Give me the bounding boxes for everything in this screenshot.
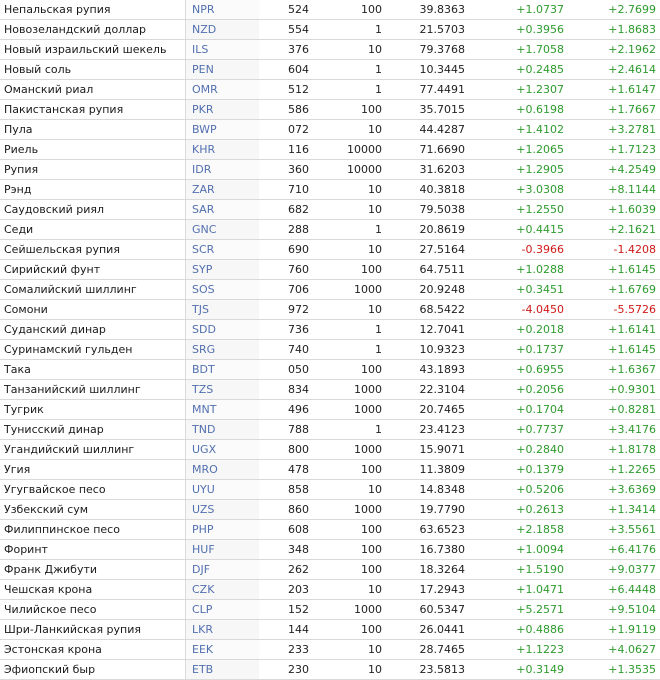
numeric-code: 682 (259, 200, 315, 220)
rate-change: +0.3956 (473, 20, 570, 40)
exchange-rate: 79.3768 (386, 40, 473, 60)
table-row (0, 560, 660, 580)
nominal: 10000 (315, 160, 386, 180)
numeric-code: 230 (259, 660, 315, 680)
table-row (0, 160, 660, 180)
exchange-rate: 43.1893 (386, 360, 473, 380)
currency-code: KHR (186, 140, 260, 160)
currency-name: Сомалийский шиллинг (0, 280, 186, 300)
percent-change: -1.4208 (570, 240, 660, 260)
table-row (0, 380, 660, 400)
exchange-rate: 40.3818 (386, 180, 473, 200)
numeric-code: 972 (259, 300, 315, 320)
table-row (0, 440, 660, 460)
table-row (0, 80, 660, 100)
currency-name: Седи (0, 220, 186, 240)
currency-name: Угугвайское песо (0, 480, 186, 500)
exchange-rate: 44.4287 (386, 120, 473, 140)
table-row (0, 480, 660, 500)
currency-code: UGX (186, 440, 260, 460)
rate-change: +5.2571 (473, 600, 570, 620)
currency-code: UYU (186, 480, 260, 500)
table-row (0, 520, 660, 540)
percent-change: -5.5726 (570, 300, 660, 320)
table-row (0, 640, 660, 660)
nominal: 10 (315, 180, 386, 200)
currency-name: Танзанийский шиллинг (0, 380, 186, 400)
currency-name: Така (0, 360, 186, 380)
exchange-rate: 20.9248 (386, 280, 473, 300)
percent-change: +1.3535 (570, 660, 660, 680)
percent-change: +0.9301 (570, 380, 660, 400)
currency-code: PEN (186, 60, 260, 80)
rate-change: +1.7058 (473, 40, 570, 60)
numeric-code: 524 (259, 0, 315, 20)
nominal: 1000 (315, 400, 386, 420)
table-row (0, 540, 660, 560)
table-row (0, 460, 660, 480)
table-row (0, 320, 660, 340)
percent-change: +2.4614 (570, 60, 660, 80)
percent-change: +1.8683 (570, 20, 660, 40)
percent-change: +2.1621 (570, 220, 660, 240)
rate-change: +0.6955 (473, 360, 570, 380)
exchange-rate: 14.8348 (386, 480, 473, 500)
currency-name: Новозеландский доллар (0, 20, 186, 40)
nominal: 1 (315, 420, 386, 440)
rate-change: +0.1704 (473, 400, 570, 420)
nominal: 10 (315, 120, 386, 140)
currency-code: ETB (186, 660, 260, 680)
currency-code: MNT (186, 400, 260, 420)
currency-code: NPR (186, 0, 260, 20)
percent-change: +9.0377 (570, 560, 660, 580)
rate-change: +1.2065 (473, 140, 570, 160)
table-row (0, 260, 660, 280)
table-row (0, 660, 660, 680)
currency-name: Риель (0, 140, 186, 160)
numeric-code: 690 (259, 240, 315, 260)
numeric-code: 710 (259, 180, 315, 200)
percent-change: +8.1144 (570, 180, 660, 200)
table-row (0, 600, 660, 620)
currency-code: SDD (186, 320, 260, 340)
table-row (0, 300, 660, 320)
currency-name: Рупия (0, 160, 186, 180)
currency-name: Тугрик (0, 400, 186, 420)
currency-code: HUF (186, 540, 260, 560)
table-row (0, 100, 660, 120)
currency-name: Сейшельская рупия (0, 240, 186, 260)
currency-code: ZAR (186, 180, 260, 200)
exchange-rate: 79.5038 (386, 200, 473, 220)
numeric-code: 233 (259, 640, 315, 660)
numeric-code: 740 (259, 340, 315, 360)
nominal: 10 (315, 240, 386, 260)
rate-change: +0.2056 (473, 380, 570, 400)
exchange-rate: 12.7041 (386, 320, 473, 340)
currency-name: Форинт (0, 540, 186, 560)
percent-change: +9.5104 (570, 600, 660, 620)
percent-change: +1.6145 (570, 260, 660, 280)
exchange-rate: 26.0441 (386, 620, 473, 640)
nominal: 100 (315, 560, 386, 580)
percent-change: +1.3414 (570, 500, 660, 520)
currency-code: UZS (186, 500, 260, 520)
rate-change: +1.0471 (473, 580, 570, 600)
currency-name: Угандийский шиллинг (0, 440, 186, 460)
nominal: 1 (315, 220, 386, 240)
nominal: 10 (315, 200, 386, 220)
numeric-code: 512 (259, 80, 315, 100)
rate-change: +0.5206 (473, 480, 570, 500)
currency-name: Суданский динар (0, 320, 186, 340)
currency-name: Оманский риал (0, 80, 186, 100)
exchange-rate: 28.7465 (386, 640, 473, 660)
numeric-code: 288 (259, 220, 315, 240)
exchange-rate: 23.5813 (386, 660, 473, 680)
percent-change: +2.1962 (570, 40, 660, 60)
numeric-code: 050 (259, 360, 315, 380)
currency-code: SOS (186, 280, 260, 300)
table-row (0, 120, 660, 140)
numeric-code: 360 (259, 160, 315, 180)
numeric-code: 478 (259, 460, 315, 480)
currency-code: NZD (186, 20, 260, 40)
percent-change: +0.8281 (570, 400, 660, 420)
nominal: 1 (315, 20, 386, 40)
nominal: 1000 (315, 280, 386, 300)
currency-code: DJF (186, 560, 260, 580)
rate-change: +0.4886 (473, 620, 570, 640)
percent-change: +6.4448 (570, 580, 660, 600)
currency-name: Чешская крона (0, 580, 186, 600)
numeric-code: 144 (259, 620, 315, 640)
nominal: 100 (315, 460, 386, 480)
exchange-rate: 15.9071 (386, 440, 473, 460)
numeric-code: 554 (259, 20, 315, 40)
rate-change: -4.0450 (473, 300, 570, 320)
exchange-rate: 11.3809 (386, 460, 473, 480)
currency-code: BWP (186, 120, 260, 140)
currency-name: Угия (0, 460, 186, 480)
currency-code: TND (186, 420, 260, 440)
nominal: 10 (315, 580, 386, 600)
currency-code: EEK (186, 640, 260, 660)
table-row (0, 240, 660, 260)
currency-name: Пула (0, 120, 186, 140)
exchange-rate: 35.7015 (386, 100, 473, 120)
exchange-rate: 60.5347 (386, 600, 473, 620)
numeric-code: 788 (259, 420, 315, 440)
currency-code: GNC (186, 220, 260, 240)
numeric-code: 860 (259, 500, 315, 520)
percent-change: +1.9119 (570, 620, 660, 640)
currency-name: Пакистанская рупия (0, 100, 186, 120)
table-row (0, 200, 660, 220)
numeric-code: 348 (259, 540, 315, 560)
currency-name: Суринамский гульден (0, 340, 186, 360)
rate-change: +0.6198 (473, 100, 570, 120)
currency-code: OMR (186, 80, 260, 100)
table-row (0, 140, 660, 160)
rate-change: +1.2550 (473, 200, 570, 220)
percent-change: +3.2781 (570, 120, 660, 140)
currency-name: Эстонская крона (0, 640, 186, 660)
percent-change: +3.5561 (570, 520, 660, 540)
currency-code: TJS (186, 300, 260, 320)
nominal: 100 (315, 520, 386, 540)
percent-change: +1.7123 (570, 140, 660, 160)
table-row (0, 340, 660, 360)
rate-change: +0.2840 (473, 440, 570, 460)
rate-change: +1.4102 (473, 120, 570, 140)
currency-name: Чилийское песо (0, 600, 186, 620)
currency-name: Новый израильский шекель (0, 40, 186, 60)
nominal: 1000 (315, 600, 386, 620)
nominal: 10000 (315, 140, 386, 160)
currency-name: Тунисский динар (0, 420, 186, 440)
exchange-rate: 19.7790 (386, 500, 473, 520)
currency-code: CZK (186, 580, 260, 600)
nominal: 1 (315, 60, 386, 80)
exchange-rate: 63.6523 (386, 520, 473, 540)
currency-code: IDR (186, 160, 260, 180)
numeric-code: 800 (259, 440, 315, 460)
rate-change: -0.3966 (473, 240, 570, 260)
nominal: 10 (315, 480, 386, 500)
table-row (0, 420, 660, 440)
rate-change: +1.1223 (473, 640, 570, 660)
currency-code: SAR (186, 200, 260, 220)
exchange-rate: 10.9323 (386, 340, 473, 360)
numeric-code: 376 (259, 40, 315, 60)
currency-name: Филиппинское песо (0, 520, 186, 540)
numeric-code: 706 (259, 280, 315, 300)
numeric-code: 262 (259, 560, 315, 580)
table-row (0, 180, 660, 200)
percent-change: +3.6369 (570, 480, 660, 500)
percent-change: +4.2549 (570, 160, 660, 180)
currency-name: Сомони (0, 300, 186, 320)
currency-name: Рэнд (0, 180, 186, 200)
rate-change: +1.2307 (473, 80, 570, 100)
numeric-code: 834 (259, 380, 315, 400)
exchange-rate: 77.4491 (386, 80, 473, 100)
rate-change: +1.0288 (473, 260, 570, 280)
exchange-rate: 18.3264 (386, 560, 473, 580)
nominal: 100 (315, 360, 386, 380)
currency-code: CLP (186, 600, 260, 620)
nominal: 1 (315, 340, 386, 360)
exchange-rate: 22.3104 (386, 380, 473, 400)
rate-change: +0.3451 (473, 280, 570, 300)
numeric-code: 152 (259, 600, 315, 620)
currency-code: LKR (186, 620, 260, 640)
percent-change: +1.6145 (570, 340, 660, 360)
rate-change: +0.2485 (473, 60, 570, 80)
exchange-rate: 31.6203 (386, 160, 473, 180)
percent-change: +4.0627 (570, 640, 660, 660)
currency-code: PKR (186, 100, 260, 120)
exchange-rate: 64.7511 (386, 260, 473, 280)
rate-change: +1.0094 (473, 540, 570, 560)
percent-change: +6.4176 (570, 540, 660, 560)
percent-change: +1.6039 (570, 200, 660, 220)
nominal: 1000 (315, 380, 386, 400)
numeric-code: 608 (259, 520, 315, 540)
percent-change: +1.8178 (570, 440, 660, 460)
currency-name: Сирийский фунт (0, 260, 186, 280)
table-row (0, 620, 660, 640)
nominal: 10 (315, 660, 386, 680)
table-row (0, 40, 660, 60)
table-row (0, 400, 660, 420)
currency-name: Франк Джибути (0, 560, 186, 580)
numeric-code: 496 (259, 400, 315, 420)
table-row (0, 20, 660, 40)
percent-change: +1.6141 (570, 320, 660, 340)
table-row (0, 280, 660, 300)
exchange-rate: 20.7465 (386, 400, 473, 420)
percent-change: +1.6367 (570, 360, 660, 380)
table-row (0, 220, 660, 240)
table-row (0, 500, 660, 520)
table-row (0, 360, 660, 380)
rate-change: +0.2613 (473, 500, 570, 520)
currency-code: SCR (186, 240, 260, 260)
percent-change: +1.6147 (570, 80, 660, 100)
currency-code: SYP (186, 260, 260, 280)
exchange-rate: 27.5164 (386, 240, 473, 260)
exchange-rate: 16.7380 (386, 540, 473, 560)
rate-change: +1.5190 (473, 560, 570, 580)
rate-change: +3.0308 (473, 180, 570, 200)
table-row (0, 60, 660, 80)
exchange-rate: 68.5422 (386, 300, 473, 320)
currency-name: Узбекский сум (0, 500, 186, 520)
numeric-code: 203 (259, 580, 315, 600)
nominal: 10 (315, 640, 386, 660)
currency-code: SRG (186, 340, 260, 360)
currency-code: TZS (186, 380, 260, 400)
numeric-code: 858 (259, 480, 315, 500)
rate-change: +0.3149 (473, 660, 570, 680)
nominal: 100 (315, 620, 386, 640)
exchange-rate: 20.8619 (386, 220, 473, 240)
nominal: 1000 (315, 440, 386, 460)
exchange-rate: 10.3445 (386, 60, 473, 80)
currency-name: Шри-Ланкийская рупия (0, 620, 186, 640)
numeric-code: 072 (259, 120, 315, 140)
nominal: 1 (315, 320, 386, 340)
nominal: 10 (315, 40, 386, 60)
nominal: 1000 (315, 500, 386, 520)
exchange-rate: 71.6690 (386, 140, 473, 160)
currency-name: Эфиопский быр (0, 660, 186, 680)
table-row (0, 0, 660, 20)
percent-change: +1.6769 (570, 280, 660, 300)
numeric-code: 604 (259, 60, 315, 80)
rate-change: +2.1858 (473, 520, 570, 540)
exchange-rate: 23.4123 (386, 420, 473, 440)
percent-change: +2.7699 (570, 0, 660, 20)
currency-code: ILS (186, 40, 260, 60)
currency-name: Саудовский риял (0, 200, 186, 220)
percent-change: +1.7667 (570, 100, 660, 120)
numeric-code: 116 (259, 140, 315, 160)
nominal: 1 (315, 80, 386, 100)
rate-change: +0.1737 (473, 340, 570, 360)
currency-code: PHP (186, 520, 260, 540)
exchange-rate: 39.8363 (386, 0, 473, 20)
rate-change: +0.4415 (473, 220, 570, 240)
currency-name: Непальская рупия (0, 0, 186, 20)
rate-change: +0.1379 (473, 460, 570, 480)
rate-change: +0.2018 (473, 320, 570, 340)
percent-change: +1.2265 (570, 460, 660, 480)
numeric-code: 736 (259, 320, 315, 340)
numeric-code: 760 (259, 260, 315, 280)
exchange-rate: 17.2943 (386, 580, 473, 600)
nominal: 100 (315, 540, 386, 560)
rate-change: +1.2905 (473, 160, 570, 180)
nominal: 100 (315, 0, 386, 20)
percent-change: +3.4176 (570, 420, 660, 440)
rate-change: +0.7737 (473, 420, 570, 440)
rate-change: +1.0737 (473, 0, 570, 20)
currency-code: BDT (186, 360, 260, 380)
nominal: 10 (315, 300, 386, 320)
currency-name: Новый соль (0, 60, 186, 80)
numeric-code: 586 (259, 100, 315, 120)
nominal: 100 (315, 260, 386, 280)
currency-code: MRO (186, 460, 260, 480)
exchange-rate: 21.5703 (386, 20, 473, 40)
nominal: 100 (315, 100, 386, 120)
table-row (0, 580, 660, 600)
